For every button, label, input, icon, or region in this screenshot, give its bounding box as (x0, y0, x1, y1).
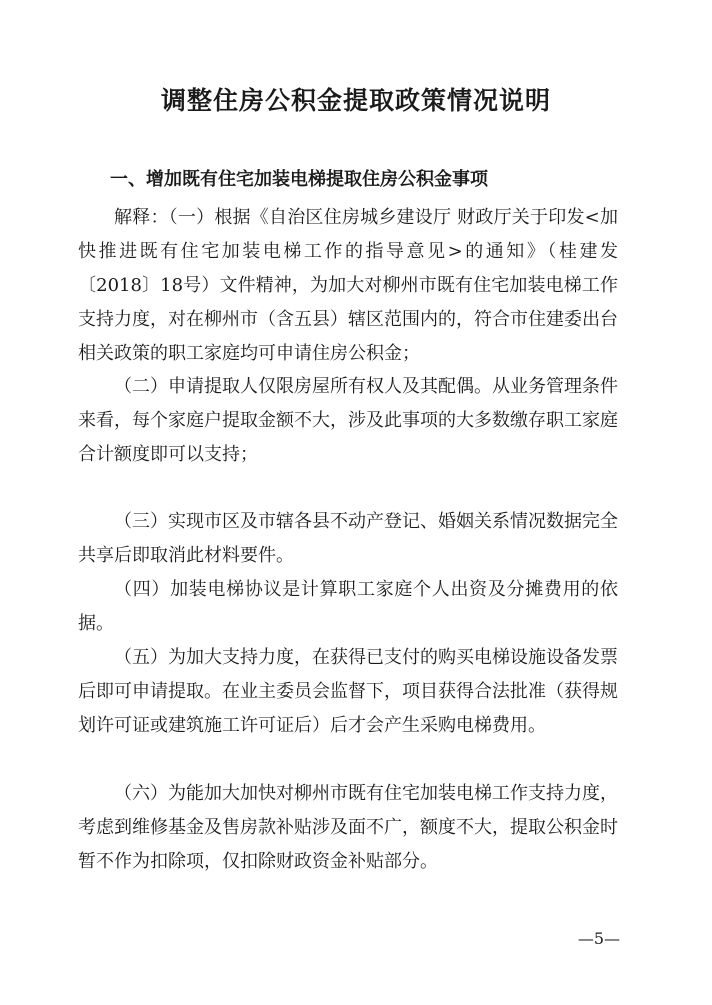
paragraph-text: 解释：（一）根据《自治区住房城乡建设厅 财政厅关于印发<加快推进既有住宅加装电梯工作的指导意见>的通知》（桂建发〔2018〕18号）文件精神，为加大对柳州市既有住宅加装电梯工作支持力度，对在柳州市（含五县）辖区范围内的，符合市住建委出台相关政策的职工家庭均可申请住房公积金； (78, 207, 618, 364)
paragraph-text: （四）加装电梯协议是计算职工家庭个人出资及分摊费用的依据。 (78, 579, 618, 634)
paragraph-explanation-6 (78, 777, 618, 879)
section-heading: 一、增加既有住宅加装电梯提取住房公积金事项 (110, 169, 488, 190)
paragraph-text: （二）申请提取人仅限房屋所有权人及其配偶。从业务管理条件来看，每个家庭户提取金额不大，涉及此事项的大多数缴存职工家庭合计额度即可以支持； (78, 376, 618, 465)
paragraph-text: （五）为加大支持力度，在获得已支付的购买电梯设施设备发票后即可申请提取。在业主委员会监督下，项目获得合法批准（获得规划许可证或建筑施工许可证后）后才会产生采购电梯费用。 (78, 647, 618, 736)
paragraph-explanation-1 (78, 201, 618, 371)
page-title: 调整住房公积金提取政策情况说明 (160, 86, 551, 115)
paragraph-text: （六）为能加大加快对柳州市既有住宅加装电梯工作支持力度，考虑到维修基金及售房款补贴涉及面不广，额度不大，提取公积金时暂不作为扣除项，仅扣除财政资金补贴部分。 (78, 783, 618, 872)
paragraph-explanation-5 (78, 641, 618, 743)
paragraph-explanation-3 (78, 505, 618, 573)
page-number: —5— (577, 929, 620, 948)
paragraph-explanation-4 (78, 573, 618, 641)
paragraph-explanation-2 (78, 370, 618, 472)
paragraph-text: （三）实现市区及市辖各县不动产登记、婚姻关系情况数据完全共享后即取消此材料要件。 (78, 511, 618, 566)
